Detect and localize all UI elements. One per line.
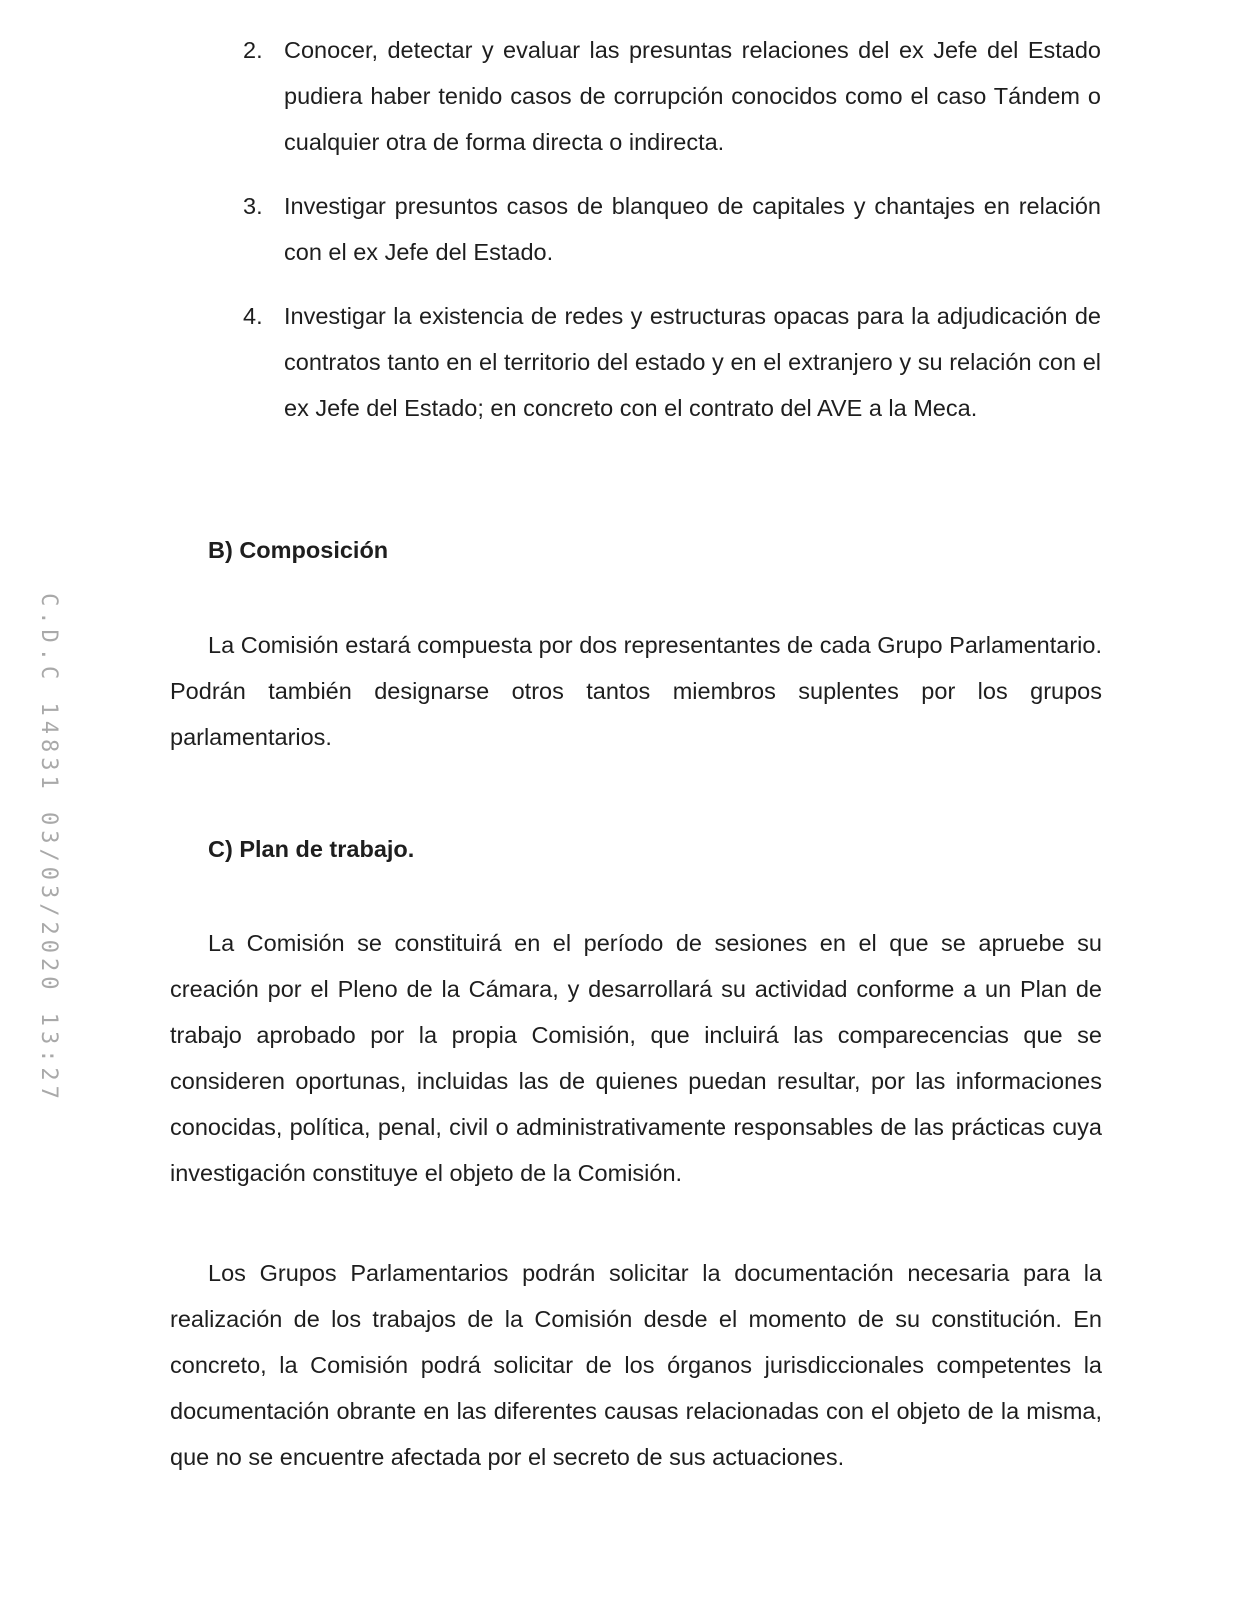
section-c-heading: C) Plan de trabajo. bbox=[208, 836, 415, 862]
section-b-paragraph: La Comisión estará compuesta por dos representantes de cada Grupo Parlamentario. Podrán también designarse otros tantos miembros suplentes por los grupos parlamentarios. bbox=[170, 632, 1102, 750]
list-item-text: Investigar presuntos casos de blanqueo de capitales y chantajes en relación con el ex Jefe del Estado. bbox=[284, 193, 1101, 265]
registry-stamp-text: C.D.C 14831 03/03/2020 13:27 bbox=[35, 592, 61, 1104]
list-item-text: Conocer, detectar y evaluar las presuntas relaciones del ex Jefe del Estado pudiera haber tenido casos de corrupción conocidos como el caso Tándem o cualquier otra de forma directa o indirecta. bbox=[284, 37, 1101, 155]
list-item-number: 2. bbox=[243, 37, 263, 63]
list-item bbox=[243, 183, 1101, 275]
list-item-text: Investigar la existencia de redes y estructuras opacas para la adjudicación de contratos tanto en el territorio del estado y en el extranjero y su relación con el ex Jefe del Estado; en concreto con el contrato del AVE a la Meca. bbox=[284, 303, 1101, 421]
section-b-heading: B) Composición bbox=[208, 537, 389, 563]
list-item bbox=[243, 293, 1101, 431]
section-c-paragraph-2: Los Grupos Parlamentarios podrán solicitar la documentación necesaria para la realización de los trabajos de la Comisión desde el momento de su constitución. En concreto, la Comisión podrá solicitar de los órganos jurisdiccionales competentes la documentación obrante en las diferentes causas relacionadas con el objeto de la misma, que no se encuentre afectada por el secreto de sus actuaciones. bbox=[170, 1260, 1102, 1470]
objectives-list bbox=[243, 27, 1101, 449]
list-item bbox=[243, 27, 1101, 165]
list-item-number: 4. bbox=[243, 303, 263, 329]
registry-stamp bbox=[28, 578, 68, 1118]
section-c-paragraph-1: La Comisión se constituirá en el período de sesiones en el que se apruebe su creación por el Pleno de la Cámara, y desarrollará su actividad conforme a un Plan de trabajo aprobado por la propia Comisión, que incluirá las comparecencias que se consideren oportunas, incluidas las de quienes puedan resultar, por las informaciones conocidas, política, penal, civil o administrativamente responsables de las prácticas cuya investigación constituye el objeto de la Comisión. bbox=[170, 930, 1102, 1186]
list-item-number: 3. bbox=[243, 193, 263, 219]
